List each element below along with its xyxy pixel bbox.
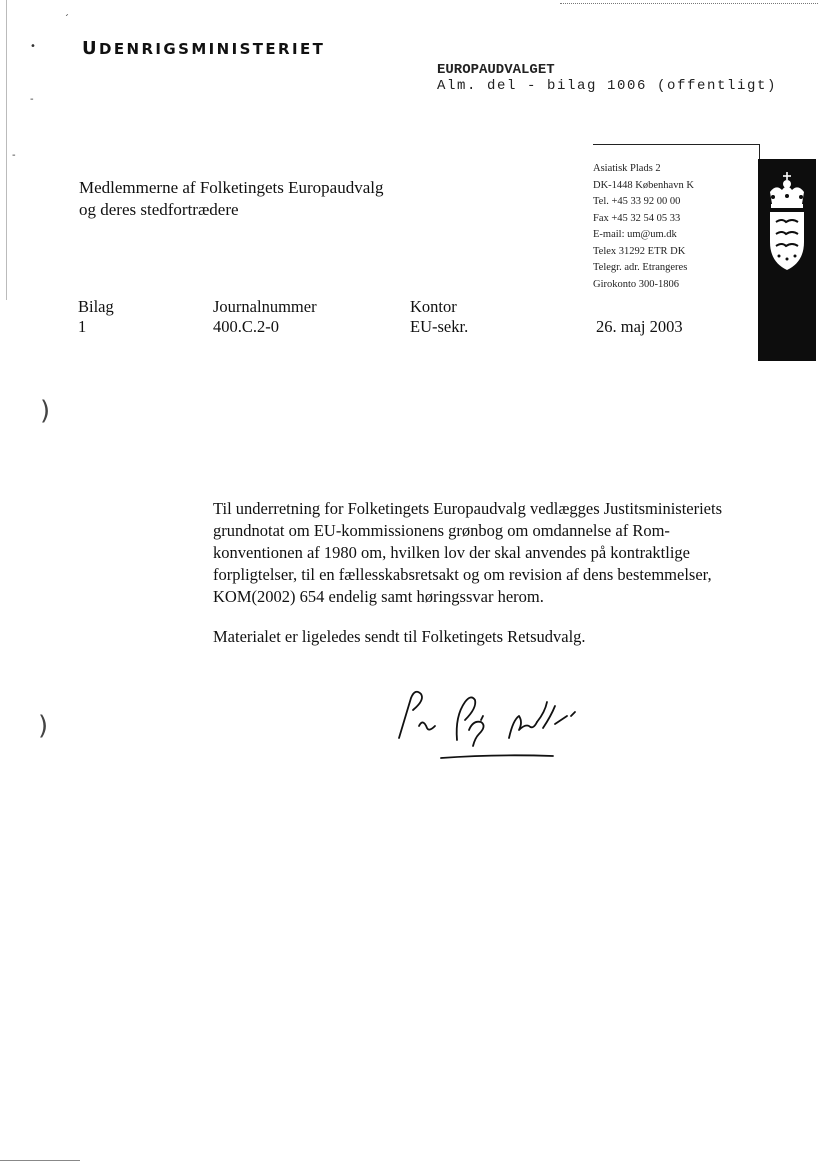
stamp-committee: EUROPAUDVALGET xyxy=(437,62,555,78)
body-paragraph: Til underretning for Folketingets Europaudvalg vedlægges Justitsministeriets grundnotat om EU-kommissionens grønbog om omdannelse af Rom-konventionen af 1980 om, hvilken lov der skal anvendes på kontraktlige forpligtelser, til en fællesskabsretsakt og om revision af dens bestemmelser, KOM(2002) 654 endelig samt høringssvar herom. xyxy=(213,499,723,606)
recipient-block xyxy=(79,177,384,221)
address-line: E-mail: um@um.dk xyxy=(593,229,677,240)
body-paragraph: Materialet er ligeledes sendt til Folketingets Retsudvalg. xyxy=(213,627,586,646)
stamp-document-ref: Alm. del - bilag 1006 (offentligt) xyxy=(437,78,778,94)
journal-value: 400.C.2-0 xyxy=(213,317,279,336)
ministry-name xyxy=(82,38,325,59)
punch-hole-mark: ) xyxy=(38,711,49,741)
ministry-rest: DENRIGSMINISTERIET xyxy=(99,40,326,58)
scan-left-edge xyxy=(6,0,7,300)
kontor-label: Kontor xyxy=(410,297,457,316)
scan-top-rule xyxy=(560,3,818,4)
recipient-line: og deres stedfortrædere xyxy=(79,200,239,219)
address-rule-vertical xyxy=(759,144,760,160)
address-line: Fax +45 32 54 05 33 xyxy=(593,212,681,224)
scan-bottom-rule xyxy=(0,1160,80,1161)
bilag-value: 1 xyxy=(78,317,87,336)
journal-label: Journalnummer xyxy=(213,297,317,316)
royal-crest-icon xyxy=(764,170,810,280)
address-line: Telegr. adr. Etrangeres xyxy=(593,262,688,273)
scan-speck: - xyxy=(12,150,16,161)
address-line: DK-1448 København K xyxy=(593,179,694,191)
scan-speck: ´ xyxy=(64,14,69,25)
address-rule xyxy=(593,144,760,145)
ministry-initial: U xyxy=(82,38,100,59)
scan-speck: • xyxy=(30,41,36,52)
address-line: Tel. +45 33 92 00 00 xyxy=(593,196,681,207)
letter-date: 26. maj 2003 xyxy=(596,317,683,336)
recipient-line: Medlemmerne af Folketingets Europaudvalg xyxy=(79,178,384,197)
scan-speck: - xyxy=(30,94,34,105)
address-line: Telex 31292 ETR DK xyxy=(593,245,686,257)
letter-body xyxy=(213,498,758,648)
bilag-label: Bilag xyxy=(78,297,114,316)
punch-hole-mark: ) xyxy=(40,396,51,426)
sender-address xyxy=(593,161,694,293)
reference-stamp xyxy=(437,62,777,94)
address-line: Asiatisk Plads 2 xyxy=(593,163,661,174)
address-line: Girokonto 300-1806 xyxy=(593,278,680,290)
kontor-value: EU-sekr. xyxy=(410,317,469,336)
handwritten-signature xyxy=(395,676,595,768)
